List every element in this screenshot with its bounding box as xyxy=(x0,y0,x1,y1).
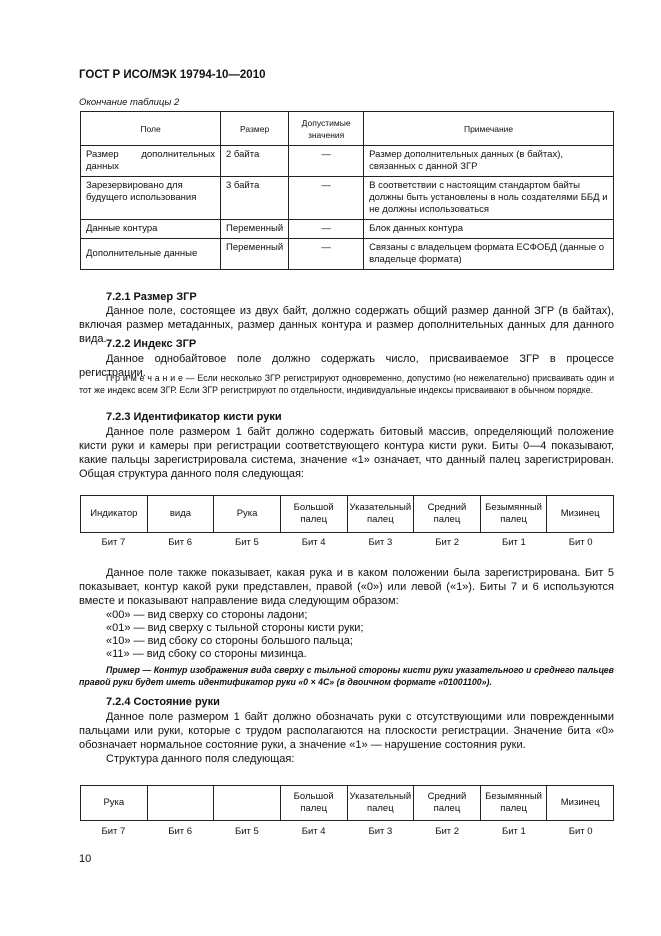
cell-size: Переменный xyxy=(221,220,289,239)
bit-cell: Мизинец xyxy=(547,496,614,533)
cell-note: Блок данных контура xyxy=(364,220,614,239)
bit-label: Бит 5 xyxy=(234,537,259,548)
col-header: Примечание xyxy=(364,112,614,146)
list-item: «10» — вид сбоку со стороны большого пальца; xyxy=(106,635,353,647)
list-item: «11» — вид сбоку со стороны мизинца. xyxy=(106,648,307,660)
bit-cell: Большой палец xyxy=(280,786,347,821)
bit-cell: Рука xyxy=(214,496,281,533)
bit-cell: Индикатор xyxy=(81,496,148,533)
cell-values: — xyxy=(289,177,364,220)
section-heading-7-2-3: 7.2.3 Идентификатор кисти руки xyxy=(106,411,282,423)
bit-label: Бит 3 xyxy=(368,826,393,837)
paragraph: Данное поле, состоящее из двух байт, должно содержать общий размер данной ЗГР (в байтах), включая размер метаданных, размер данных контура и размер дополнительных данных для данного вида. xyxy=(79,305,614,345)
example: Пример — Контур изображения вида сверху с тыльной стороны кисти руки указательного и среднего пальцев правой руки будет иметь идентификатор руки «0 × 4С» (в двоичном формате «01001100»). xyxy=(79,665,614,687)
cell-size: 2 байта xyxy=(221,146,289,177)
cell-size: 3 байта xyxy=(221,177,289,220)
section-heading-7-2-1: 7.2.1 Размер ЗГР xyxy=(106,291,197,303)
paragraph: Структура данного поля следующая: xyxy=(106,753,295,765)
bit-cell: Рука xyxy=(81,786,148,821)
table-caption: Окончание таблицы 2 xyxy=(79,97,180,108)
bit-cell xyxy=(147,786,214,821)
cell-field: Дополнительные данные xyxy=(81,239,221,270)
table-row xyxy=(81,177,614,220)
hand-condition-bit-table xyxy=(80,785,614,821)
bit-cell: Средний палец xyxy=(414,786,481,821)
bit-label: Бит 1 xyxy=(501,826,526,837)
bit-cell: Указательный палец xyxy=(347,786,414,821)
bit-label: Бит 0 xyxy=(568,537,593,548)
cell-field: Данные контура xyxy=(81,220,221,239)
bit-label: Бит 6 xyxy=(168,537,193,548)
bit-cell xyxy=(214,786,281,821)
table-header-row xyxy=(81,112,614,146)
hand-id-bit-table xyxy=(80,495,614,533)
paragraph: Данное поле размером 1 байт должно содержать битовый массив, определяющий положение кисти руки и камеры при регистрации соответствующего контура кисти руки. Биты 0—4 показывают, какие пальцы зарегистрировала система, значение «1» означает, что данный палец зарегистрирован. Общая структура данного поля следующая: xyxy=(79,426,614,480)
cell-values: — xyxy=(289,220,364,239)
cell-note: Размер дополнительных данных (в байтах), связанных с данной ЗГР xyxy=(364,146,614,177)
bit-cell: Указательный палец xyxy=(347,496,414,533)
col-header: Поле xyxy=(81,112,221,146)
cell-size: Переменный xyxy=(221,239,289,270)
bit-label: Бит 0 xyxy=(568,826,593,837)
bit-cell: Безымянный палец xyxy=(480,786,547,821)
bit-label: Бит 3 xyxy=(368,537,393,548)
note: П р и м е ч а н и е — Если несколько ЗГР регистрируют одновременно, допустимо (но нежелательно) присваивать один и тот же индекс всем ЗГР. Если ЗГР регистрируют по отдельности, индивидуальные индексы присваивают в обычном порядке. xyxy=(79,373,614,395)
paragraph: Данное однобайтовое поле должно содержать число, присваиваемое ЗГР в процессе регистрации. xyxy=(79,353,614,379)
section-heading-7-2-2: 7.2.2 Индекс ЗГР xyxy=(106,338,197,350)
cell-values: — xyxy=(289,146,364,177)
paragraph: Данное поле размером 1 байт должно обозначать руки с отсутствующими или поврежденными пальцами или руки, которые с трудом располагаются на плоскости регистрации. Значение бита «0» обозначает нормальное состояние руки, а значение «1» — нарушение состояния руки. xyxy=(79,711,614,751)
bit-label: Бит 1 xyxy=(501,537,526,548)
bit-cell: вида xyxy=(147,496,214,533)
bit-cell: Мизинец xyxy=(547,786,614,821)
table-row xyxy=(81,239,614,270)
table-row xyxy=(81,146,614,177)
cell-note: Связаны с владельцем формата ЕСФОБД (данные о владельце формата) xyxy=(364,239,614,270)
section-heading-7-2-4: 7.2.4 Состояние руки xyxy=(106,696,220,708)
bit-cell: Средний палец xyxy=(414,496,481,533)
bit-label: Бит 6 xyxy=(168,826,193,837)
bit-labels xyxy=(80,826,614,837)
bit-cell: Большой палец xyxy=(280,496,347,533)
bit-label: Бит 2 xyxy=(435,826,460,837)
bit-cell: Безымянный палец xyxy=(480,496,547,533)
cell-note: В соответствии с настоящим стандартом байты должны быть установлены в ноль создателями ББД и не должны использоваться xyxy=(364,177,614,220)
page-number: 10 xyxy=(79,853,92,865)
col-header: Размер xyxy=(221,112,289,146)
bit-label: Бит 2 xyxy=(435,537,460,548)
bit-label: Бит 4 xyxy=(301,826,326,837)
table-row xyxy=(81,220,614,239)
standard-header: ГОСТ Р ИСО/МЭК 19794-10—2010 xyxy=(79,69,266,81)
list-item: «00» — вид сверху со стороны ладони; xyxy=(106,609,308,621)
bit-label: Бит 4 xyxy=(301,537,326,548)
paragraph: Данное поле также показывает, какая рука и в каком положении была зарегистрирована. Бит 5 показывает, контур какой руки представлен, правой («0») или левой («1»). Биты 7 и 6 используются вместе и показывают направление вида следующим образом: xyxy=(79,567,614,607)
table-2 xyxy=(80,111,614,270)
bit-label: Бит 7 xyxy=(101,826,126,837)
cell-field: Зарезервировано для будущего использования xyxy=(81,177,221,220)
bit-labels xyxy=(80,537,614,548)
bit-label: Бит 7 xyxy=(101,537,126,548)
cell-field: Размер дополнительных данных xyxy=(81,146,221,177)
list-item: «01» — вид сверху с тыльной стороны кисти руки; xyxy=(106,622,364,634)
cell-values: — xyxy=(289,239,364,270)
col-header: Допустимые значения xyxy=(289,112,364,146)
bit-label: Бит 5 xyxy=(234,826,259,837)
